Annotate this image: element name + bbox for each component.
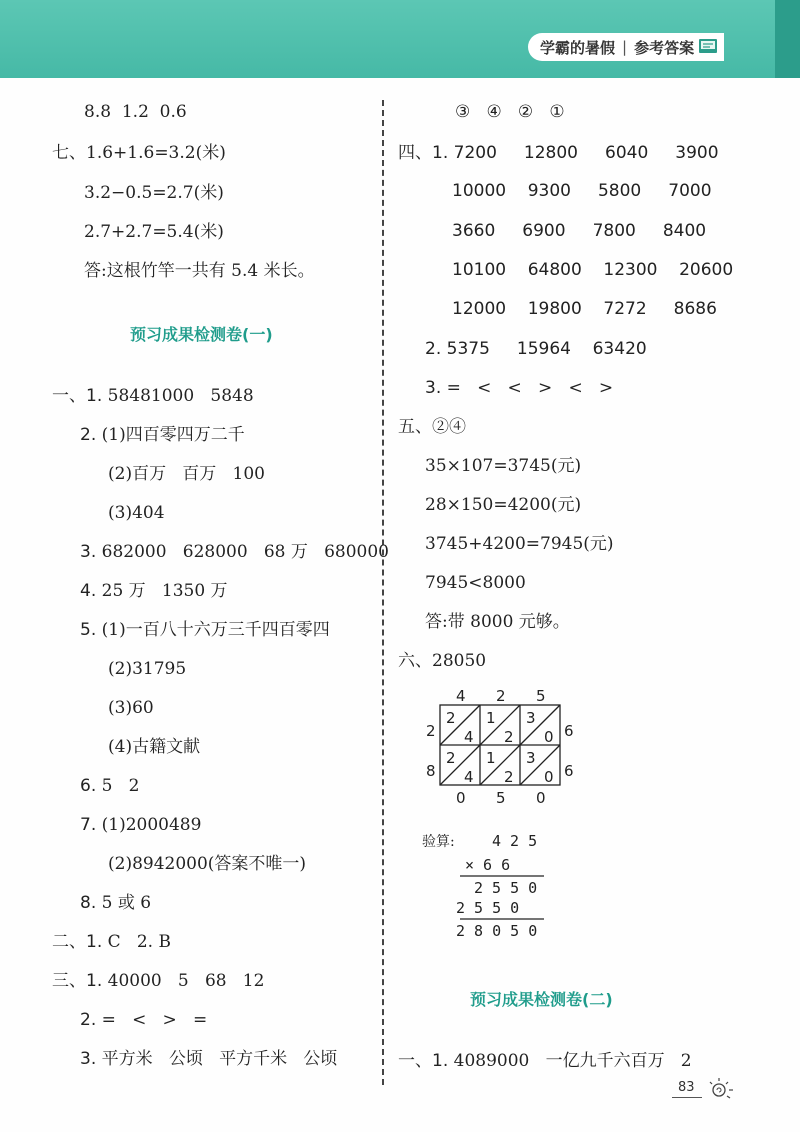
check-row: 4 2 5 [492, 832, 538, 850]
lattice-cell-digit: 4 [464, 728, 474, 746]
lattice-top-digit: 2 [496, 688, 506, 705]
answer-line: 一、1. 4089000 一亿九千六百万 2 [398, 1051, 692, 1071]
answer-line: 答:这根竹竿一共有 5.4 米长。 [84, 261, 315, 281]
answer-line: (3)60 [108, 698, 154, 718]
answer-line: 二、1. C 2. B [52, 932, 171, 952]
lattice-multiplication-grid [420, 688, 580, 806]
lattice-cell-digit: 0 [544, 728, 554, 746]
answer-line: 8. 5 或 6 [80, 893, 152, 913]
answer-line: (2)百万 百万 100 [108, 464, 265, 484]
answer-line: (3)404 [108, 503, 165, 523]
lattice-top-digit: 4 [456, 688, 466, 705]
check-row: 2 5 5 0 [474, 879, 538, 897]
answer-line: 10100 64800 12300 20600 [452, 260, 734, 280]
lattice-cell-digit: 2 [504, 768, 514, 786]
lattice-left-digit: 2 [426, 722, 436, 740]
answer-line: 一、1. 58481000 5848 [52, 386, 254, 406]
item-label: 2. [80, 1010, 97, 1030]
item-label: 7. [80, 815, 97, 835]
item-label: 6. [80, 776, 97, 796]
lattice-cell-digit: 2 [446, 749, 456, 767]
lattice-cell-digit: 2 [504, 728, 514, 746]
answer-line: 2. = < > = [80, 1010, 208, 1030]
item-label: 一、1. [398, 1051, 449, 1071]
answer-line: 6. 5 2 [80, 776, 140, 796]
answer-line: 5. (1)一百八十六万三千四百零四 [80, 620, 330, 640]
lattice-cell-digit: 1 [486, 749, 496, 767]
check-row: 2 5 5 0 [456, 899, 520, 917]
answer-line: 3.2−0.5=2.7(米) [84, 183, 224, 203]
book-icon [698, 37, 718, 55]
answer-line: 3. 平方米 公顷 平方千米 公顷 [80, 1049, 338, 1069]
lattice-cell-digit: 1 [486, 709, 496, 727]
answer-line: 10000 9300 5800 7000 [452, 181, 712, 201]
answer-line: 4. 25 万 1350 万 [80, 581, 228, 601]
item-label: 七、 [52, 143, 86, 163]
vertical-multiplication-check [422, 830, 582, 940]
lattice-right-digit: 6 [564, 722, 574, 740]
answer-line: 28×150=4200(元) [425, 495, 582, 515]
series-title: 学霸的暑假 [540, 38, 616, 57]
item-label: 5. [80, 620, 97, 640]
answer-line: 35×107=3745(元) [425, 456, 582, 476]
answer-line: 2.7+2.7=5.4(米) [84, 222, 224, 242]
lattice-bottom-digit: 0 [536, 789, 546, 806]
answer-line: 五、②④ [398, 417, 466, 437]
answer-line: 3. 682000 628000 68 万 680000 [80, 542, 389, 562]
item-label: 8. [80, 893, 97, 913]
check-label: 验算: [422, 834, 455, 850]
header-separator: | [622, 38, 628, 56]
item-label: 3. [80, 1049, 97, 1069]
answer-line: 7945<8000 [425, 573, 526, 593]
item-label: 一、1. [52, 386, 103, 406]
answer-line: 3. = < < > < > [425, 378, 614, 398]
answer-line: 3660 6900 7800 8400 [452, 221, 707, 241]
lattice-right-digit: 6 [564, 762, 574, 780]
answer-line: ③ ④ ② ① [455, 102, 565, 122]
section-title-header: 参考答案 [634, 38, 695, 57]
header-tag [528, 33, 724, 61]
item-label: 4. [80, 581, 97, 601]
page-number-rule [672, 1097, 702, 1098]
item-label: 2. [425, 339, 442, 359]
lattice-left-digit: 8 [426, 762, 436, 780]
answer-line: 六、28050 [398, 651, 487, 671]
answer-line: 3745+4200=7945(元) [425, 534, 614, 554]
section-title: 预习成果检测卷(二) [470, 990, 613, 1009]
answer-line: 8.8 1.2 0.6 [84, 102, 187, 122]
lattice-cell-digit: 2 [446, 709, 456, 727]
lattice-cell-digit: 0 [544, 768, 554, 786]
answer-line: (2)8942000(答案不唯一) [108, 854, 307, 874]
answer-line: (2)31795 [108, 659, 187, 679]
lattice-bottom-digit: 0 [456, 789, 466, 806]
answer-line: 答:带 8000 元够。 [425, 612, 570, 632]
answer-line: 三、1. 40000 5 68 12 [52, 971, 265, 991]
answer-line: (4)古籍文献 [108, 737, 201, 757]
answer-line: 2. 5375 15964 63420 [425, 339, 647, 359]
sun-icon [705, 1074, 737, 1100]
page-number: 83 [678, 1080, 695, 1095]
item-label: 二、1. [52, 932, 103, 952]
check-row: × 6 6 [465, 856, 511, 874]
lattice-cell-digit: 3 [526, 749, 536, 767]
item-label: 四、1. [398, 143, 449, 163]
column-divider [382, 100, 384, 1085]
item-label: 3. [80, 542, 97, 562]
lattice-cell-digit: 3 [526, 709, 536, 727]
lattice-bottom-digit: 5 [496, 789, 506, 806]
answer-line: 7. (1)2000489 [80, 815, 202, 835]
item-label: 2. [80, 425, 97, 445]
lattice-cell-digit: 4 [464, 768, 474, 786]
section-title: 预习成果检测卷(一) [130, 325, 273, 344]
answer-line: 2. (1)四百零四万二千 [80, 425, 245, 445]
item-label: 3. [425, 378, 442, 398]
header-edge [775, 0, 800, 78]
item-label: 三、1. [52, 971, 103, 991]
answer-line: 七、1.6+1.6=3.2(米) [52, 143, 226, 163]
check-row: 2 8 0 5 0 [456, 922, 538, 940]
answer-line: 四、1. 7200 12800 6040 3900 [398, 143, 719, 163]
lattice-top-digit: 5 [536, 688, 546, 705]
answer-line: 12000 19800 7272 8686 [452, 299, 717, 319]
